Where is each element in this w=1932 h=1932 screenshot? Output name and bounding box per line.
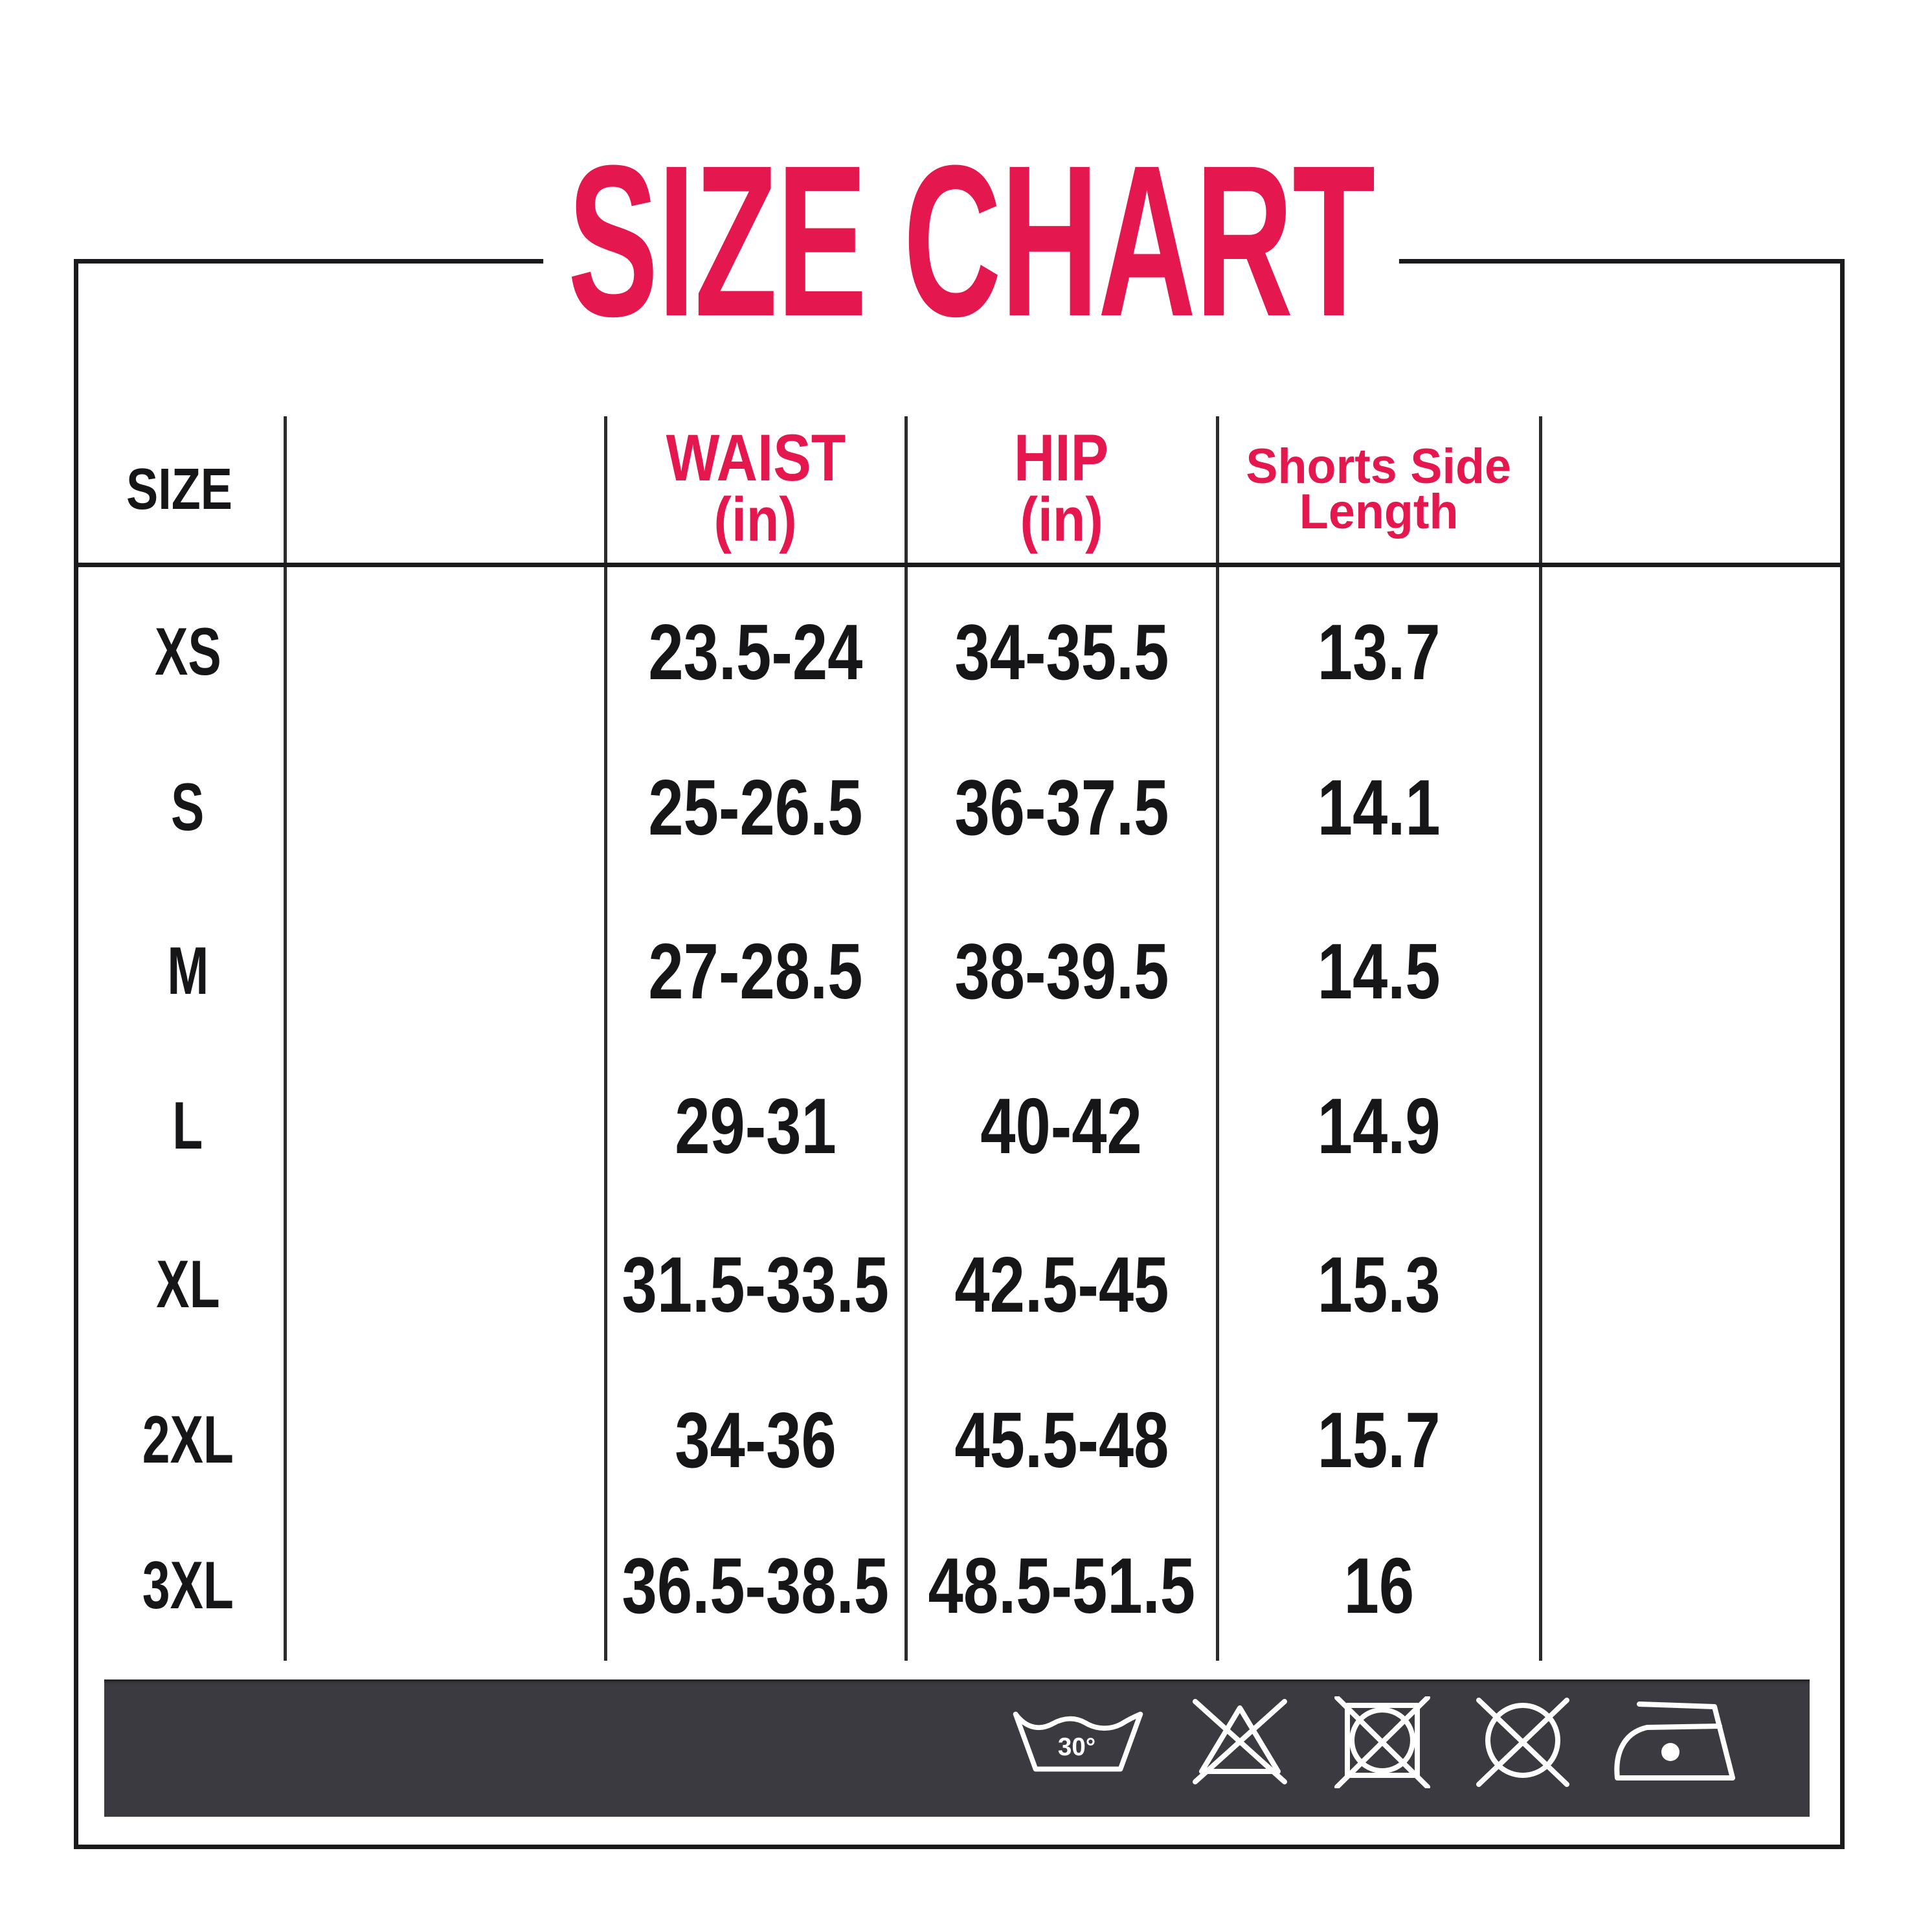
waist-value: 23.5-24 — [648, 608, 863, 696]
wash-temperature: 30° — [1057, 1733, 1096, 1762]
waist-value: 36.5-38.5 — [622, 1542, 890, 1630]
shorts-value: 15.3 — [1317, 1241, 1441, 1329]
size-cell — [74, 913, 285, 1029]
waist-cell — [605, 1382, 906, 1498]
hip-value: 48.5-51.5 — [928, 1542, 1195, 1630]
shorts-cell — [1217, 594, 1540, 710]
waist-value: 31.5-33.5 — [622, 1241, 890, 1329]
shorts-cell — [1217, 1527, 1540, 1644]
waist-value: 27-28.5 — [648, 927, 863, 1015]
page-title: SIZE CHART — [567, 120, 1375, 361]
table-row — [0, 749, 1932, 866]
size-value: XS — [154, 614, 221, 690]
size-cell — [74, 1068, 285, 1184]
waist-cell — [605, 913, 906, 1029]
hip-value: 40-42 — [980, 1082, 1143, 1170]
do-not-bleach-icon — [1190, 1698, 1290, 1786]
hip-cell — [906, 1382, 1217, 1498]
hip-cell — [906, 1527, 1217, 1644]
hip-header-label: HIP — [1014, 421, 1109, 495]
waist-header-unit: (in) — [713, 484, 798, 554]
waist-cell — [605, 1527, 906, 1644]
title-banner — [543, 120, 1399, 361]
hip-cell — [906, 594, 1217, 710]
hip-value: 34-35.5 — [954, 608, 1169, 696]
do-not-dry-clean-icon — [1471, 1698, 1575, 1787]
column-header-shorts — [1217, 416, 1540, 563]
table-row — [0, 1226, 1932, 1343]
shorts-cell — [1217, 749, 1540, 866]
size-value: 2XL — [142, 1402, 234, 1477]
hip-value: 38-39.5 — [954, 927, 1169, 1015]
waist-cell — [605, 1068, 906, 1184]
shorts-value: 15.7 — [1317, 1396, 1441, 1484]
waist-cell — [605, 1226, 906, 1343]
shorts-value: 14.5 — [1317, 927, 1441, 1015]
size-cell — [74, 1382, 285, 1498]
shorts-cell — [1217, 1226, 1540, 1343]
shorts-cell — [1217, 913, 1540, 1029]
iron-low-dot-icon — [1608, 1696, 1736, 1783]
size-value: S — [171, 770, 205, 845]
waist-value: 29-31 — [675, 1082, 837, 1170]
waist-cell — [605, 594, 906, 710]
hip-cell — [906, 1226, 1217, 1343]
table-row — [0, 1382, 1932, 1498]
shorts-value: 14.9 — [1317, 1082, 1441, 1170]
waist-cell — [605, 749, 906, 866]
size-header-label: SIZE — [126, 457, 233, 522]
hip-value: 36-37.5 — [954, 763, 1169, 851]
shorts-cell — [1217, 1382, 1540, 1498]
do-not-tumble-dry-icon — [1331, 1696, 1434, 1788]
hip-cell — [906, 1068, 1217, 1184]
table-row — [0, 1068, 1932, 1184]
table-row — [0, 913, 1932, 1029]
shorts-cell — [1217, 1068, 1540, 1184]
size-value: M — [166, 934, 209, 1009]
shorts-value: 14.1 — [1317, 763, 1441, 851]
header-underline — [78, 563, 1840, 567]
size-value: XL — [155, 1247, 220, 1322]
size-value: 3XL — [142, 1548, 234, 1623]
shorts-value: 13.7 — [1317, 608, 1441, 696]
hip-cell — [906, 749, 1217, 866]
shorts-header-line2: Length — [1299, 484, 1459, 539]
hip-cell — [906, 913, 1217, 1029]
waist-header-label: WAIST — [666, 421, 846, 495]
hip-value: 45.5-48 — [954, 1396, 1169, 1484]
hip-value: 42.5-45 — [954, 1241, 1169, 1329]
size-value: L — [172, 1088, 203, 1163]
column-header-waist — [605, 416, 906, 563]
size-cell — [74, 594, 285, 710]
size-cell — [74, 1527, 285, 1644]
shorts-value: 16 — [1343, 1542, 1414, 1630]
hip-header-unit: (in) — [1020, 484, 1103, 554]
waist-value: 25-26.5 — [648, 763, 863, 851]
size-cell — [74, 1226, 285, 1343]
size-cell — [74, 749, 285, 866]
table-row — [0, 1527, 1932, 1644]
column-header-size — [74, 416, 285, 563]
wash-30-icon — [1009, 1707, 1147, 1775]
shorts-header-line1: Shorts Side — [1246, 439, 1512, 495]
waist-value: 34-36 — [675, 1396, 837, 1484]
table-row — [0, 594, 1932, 710]
column-header-hip — [906, 416, 1217, 563]
